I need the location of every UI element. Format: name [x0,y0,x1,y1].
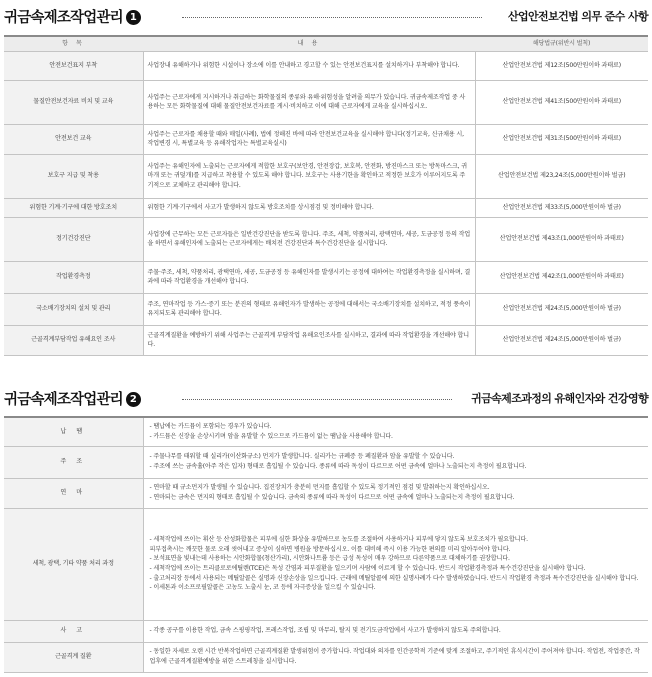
row-line: - 세척작업에 쓰이는 트리클로로에틸렌(TCE)은 독성 간염과 피부질환을 일으키며 사람에 이르게 할 수 있습니다. 반드시 작업환경측정과 특수건강진단을 실시해야 합니다. [149,565,586,572]
row-item: 연 마 [4,478,143,508]
row-item: 안전보건표지 부착 [4,51,143,80]
row-item: 보호구 지급 및 착용 [4,154,143,198]
table-row [4,198,648,217]
row-line: - 이세톤과 이소프로필알콜은 고농도 노출시 눈, 코 등에 자극증상을 일으킬 수 있습니다. [149,584,376,592]
row-line: - 연마되는 금속은 먼지의 형태로 흡입될 수 있습니다. 금속의 종류에 따라 독성이 다르므로 어떤 금속에 얼마나 노출되는지 측정이 필요합니다. [149,494,515,501]
row-content: 근골격계질환을 예방하기 위해 사업주는 근골격계 부담작업 유해요인조사를 실시하고, 결과에 따라 작업환경을 개선해야 합니다. [143,325,475,355]
row-item: 주 조 [4,446,143,478]
row-line: - 카드뮴은 신장을 손상시키며 암을 유발할 수 있으므로 카드뮴이 없는 땜납을 사용해야 합니다. [149,432,393,440]
row-item: 사 고 [4,620,143,642]
section1-number-badge: 1 [126,10,141,25]
section2-title: 귀금속제조작업관리 2 [4,388,141,409]
row-law: 산업안전보건법 제43조(1,000만원이하 과태료) [475,217,648,261]
row-content [143,642,648,672]
table-row [4,417,648,446]
row-line: 피부접촉시는 깨끗한 물로 오래 씻어내고 증상이 심하면 병원을 방문하십시오. 이를 대비해 즉시 이용 가능한 편의를 미리 알아두어야 합니다. [149,545,511,553]
row-item: 위험한 기계·기구에 대한 방호조치 [4,198,143,217]
section2-header [4,388,648,410]
row-item: 물질안전보건자료 비치 및 교육 [4,80,143,124]
row-content: 주물·주조, 세척, 약품처리, 광택연마, 세공, 도금공정 등 유해인자를 발생시키는 공정에 대하여는 작업환경측정을 실시하며, 결과에 따라 작업환경을 개선해야 합니다. [143,261,475,293]
table-row [4,80,648,124]
table-row [4,642,648,672]
row-line: - 출고처리장 등에서 사용되는 메틸알콜은 실명과 신장손상을 일으킵니다. 근래에 메틸알콜에 의한 실명사례가 다수 발생하였습니다. 반드시 작업환경 측정과 특수건강진단을 실시해야 합니다. [149,574,639,582]
table-row [4,478,648,508]
row-content: 주조, 연마작업 등 가스·증기 또는 분진의 형태로 유해인자가 발생하는 공정에 대해서는 국소배기장치를 설치하고, 적정 풍속이 유지되도록 관리해야 합니다. [143,293,475,325]
row-content [143,417,648,446]
row-item: 납 땜 [4,417,143,446]
table-row [4,154,648,198]
row-law: 산업안전보건법 제41조(500만원이하 과태료) [475,80,648,124]
row-content [143,620,648,642]
table-row [4,124,648,154]
row-law: 산업안전보건법 제31조(500만원이하 과태료) [475,124,648,154]
row-content: 사업주는 근로자를 채용할 때와 매일(사례), 법에 정해진 바에 따라 안전보건교육을 실시해야 합니다(정기교육, 신규채용 시, 작업변경 시, 특별교육 등 유해작업자는 특별교육실시) [143,124,475,154]
row-line: - 주물나무를 태워할 때 실리카(이산화규소) 먼지가 발생합니다. 실리카는 규폐증 등 폐질환과 암을 유발할 수 있습니다. [149,453,455,461]
section1-table-header-row [4,36,648,51]
row-line: - 주조에 쓰는 금속흄(아주 작은 입자) 형태로 흡입될 수 있습니다. 종류에 따라 독성이 다르므로 어떤 금속에 얼마나 노출되는지 측정이 필요합니다. [149,463,527,470]
row-item: 작업환경측정 [4,261,143,293]
row-item: 국소배기장치의 설치 및 관리 [4,293,143,325]
row-item: 안전보건 교육 [4,124,143,154]
section1-subtitle: 산업안전보건법 의무 준수 사항 [507,10,648,23]
table-row [4,508,648,620]
table-row [4,293,648,325]
table-row [4,261,648,293]
row-item: 세척, 광택, 기타 약품 처리 과정 [4,508,143,620]
section1-header [4,6,648,28]
row-law: 산업안전보건법 제24조(5,000만원이하 벌금) [475,293,648,325]
row-content: 사업장내 유해하거나 위험한 시설이나 장소에 이를 안내하고 경고할 수 있는 안전보건표지를 설치하거나 부착해야 합니다. [143,51,475,80]
row-content [143,446,648,478]
row-content: 위험한 기계·기구에서 사고가 발생하지 않도록 방호조치를 상시점검 및 정비해야 합니다. [143,198,475,217]
row-item: 근골격계 질환 [4,642,143,672]
row-content [143,478,648,508]
row-law: 산업안전보건법 제24조(5,000만원이하 벌금) [475,325,648,355]
header-item: 항 목 [4,36,143,51]
row-line: - 각종 공구를 이용한 작업, 금속 스핑핑작업, 프레스작업, 조립 및 마무리, 탈지 및 전기도금작업에서 사고가 발생하지 않도록 주의합니다. [149,627,501,635]
row-content [143,508,648,620]
header-law: 해당법규(위반시 벌칙) [475,36,648,51]
row-law: 산업안전보건법 제12조(500만원이하 과태료) [475,51,648,80]
section1-dotted-rule [182,17,482,18]
table-row [4,51,648,80]
section1-table [4,35,648,356]
header-content: 내 용 [143,36,475,51]
table-row [4,620,648,642]
row-law: 산업안전보건법 제23,24조(5,000만원이하 벌금) [475,154,648,198]
row-law: 산업안전보건법 제33조(5,000만원이하 벌금) [475,198,648,217]
row-line: - 땜납에는 카드뮴이 포함되는 경우가 있습니다. [149,423,272,431]
row-content: 사업주는 유해인자에 노출되는 근로자에게 적합한 보호구(보안경, 안전장갑, 보호복, 안전화, 방진마스크 또는 방독마스크, 귀마개 또는 귀덮개)를 지급하고 착용할 수 있도록 해야 합니다. 보호구는 사용기한을 확인하고 적정한 보호가 이루어지도록 주기적으로 교체하고 관리해야 합니다. [143,154,475,198]
row-line: - 보석표면을 빛내는데 사용하는 시안화합물(청산가리), 시안화나트륨 등은 급성 독성이 매우 강하므로 다른약품으로 대체하기를 권장합니다. [149,555,510,563]
row-line: - 연마할 때 규소먼지가 발생될 수 있습니다. 집진장치가 충분히 먼지를 흡입할 수 있도록 정기적인 점검 및 발취하는지 확인하십시오. [149,484,490,492]
table-row [4,217,648,261]
section2-table [4,416,648,673]
row-line: - 세척작업에 쓰이는 휘산 등 산성화합물은 피부에 심한 화상을 유발하므로 농도를 조절하여 사용하거나 피부에 닿지 않도록 보호조치가 필요합니다. [149,536,528,544]
section2-number-badge: 2 [126,392,141,407]
table-row [4,446,648,478]
table-row [4,325,648,355]
row-item: 근골격계부담작업 유해요인 조사 [4,325,143,355]
row-item: 정기건강진단 [4,217,143,261]
row-law: 산업안전보건법 제42조(1,000만원이하 과태료) [475,261,648,293]
row-line: - 동일한 자세로 오랜 시간 반복작업하면 근골격계질환 발생위험이 증가합니다. 작업대와 의자를 인간공학적 기준에 맞게 조절하고, 주기적인 휴식시간이 주어져야 합니다. 작업전, 작업중간, 작업후에 근골격계질환예방을 위한 스트레칭을 실시합니다. [149,648,640,665]
section1-title: 귀금속제조작업관리 1 [4,6,141,27]
row-content: 사업장에 근무하는 모든 근로자들은 일반건강진단을 받도록 합니다. 주조, 세척, 약품처리, 광택연마, 세공, 도금공정 등의 작업을 하면서 유해인자에 노출되는 근로자에게는 배치전 건강진단과 특수건강진단을 실시합니다. [143,217,475,261]
section2-dotted-rule [182,399,452,400]
row-content: 사업주는 근로자에게 지시하거나 취급하는 화학물질의 종류와 유해·위험성을 알려줄 의무가 있습니다. 귀금속제조작업 중 사용하는 모든 화학물질에 대해 물질안전보건자료를 게시·비치하고 이에 대해 근로자에게 교육을 실시하십시오. [143,80,475,124]
section2-subtitle: 귀금속제조과정의 유해인자와 건강영향 [471,392,648,405]
